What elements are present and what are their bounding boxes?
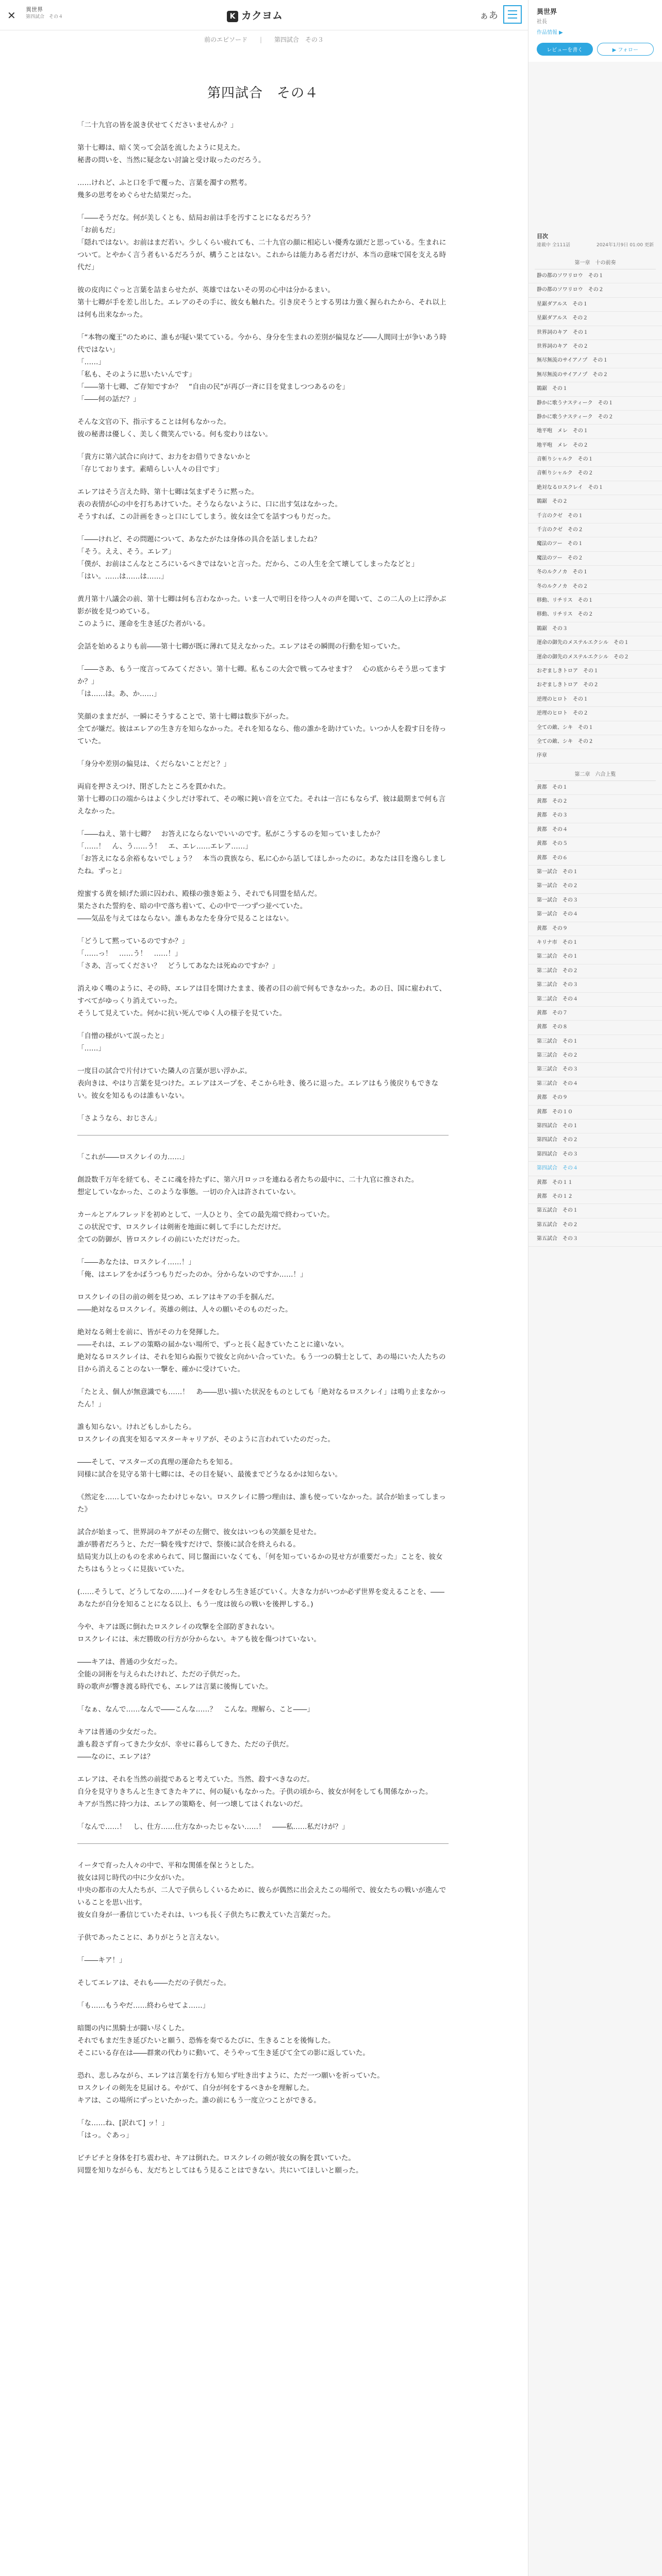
paragraph: 黄月第十八議会の前、第十七卿は何も言わなかった。いま一人で明日を待つ人々の声を聞いて、この二人の上に浮かぶ影が彼を見つめている。 このように、運命を生き延びた者がいる。 [77,595,446,628]
site-logo[interactable] [227,7,283,22]
sidebar-author[interactable]: 社長 [537,19,547,25]
toc-episode-link[interactable]: 第五試合 その２ [528,1218,662,1232]
chapter-2-list [528,781,662,1247]
paragraph: ……けれど、ふと口を手で覆った、言葉を濁すの黙考。 幾多の思考をめぐらせた結果だった。 [77,179,252,199]
toc-episode-link[interactable]: 黄都 その１２ [528,1190,662,1204]
toc-episode-link[interactable]: 黄都 その９ [528,922,662,936]
toc-episode-link[interactable]: 静の都のソワリロウ その２ [528,283,662,297]
chapter-1-list [528,269,662,764]
toc-episode-link[interactable]: 黄都 その１０ [528,1106,662,1120]
write-review-button[interactable]: レビューを書く [537,43,593,56]
paragraph: キアは普通の少女だった。 誰も殺さず育ってきた少女が、幸せに暮らしてきた、ただの子供だ。 ――なのに、エレアは？ [77,1728,293,1761]
toc-episode-link[interactable]: 鵲鋸 その２ [528,495,662,509]
toc-episode-link[interactable]: 千言のクゼ その２ [528,523,662,537]
paragraph: 消えゆく嘴のように、その時、エレアは目を開けたまま、後者の目の前で何もできなかった。あの日、国に雇われて、すべてがゆっくり消えていった。 そうして見えていた。何かに抗い死んでゆく人の様子を見ていた。 [77,985,446,1018]
toc-episode-link[interactable]: 黄都 その１ [528,781,662,795]
paragraph: 「どうして黙っているのですか？」 「……っ！ ……う！ ……！」 「さあ、言ってください？ どうしてあなたは死ぬのですか？」 [77,937,279,970]
toc-episode-link[interactable]: 無尽無流のサイアノプ その２ [528,368,662,382]
toc-episode-link[interactable]: 運命の御先のメステルエクシル その２ [528,651,662,665]
toc-episode-link[interactable]: 黄都 その５ [528,837,662,851]
top-bar [0,0,528,30]
toc-episode-link[interactable]: 第二試合 その２ [528,964,662,978]
paragraph: 誰も知らない。けれどもしかしたら。 ロスクレイの真実を知るマスターキャリアが、そのように言われていたのだった。 [77,1423,335,1444]
toc-episode-link[interactable]: 第三試合 その２ [528,1049,662,1063]
work-info[interactable] [26,6,63,21]
current-episode-link[interactable]: 第四試合 その３ [274,36,324,43]
toc-episode-link[interactable]: 鵲鋸 その１ [528,382,662,396]
paragraph: 「“本物の魔王”のために、誰もが疑い果てている。今から、身分を生まれの差別が偏見など――人間同士が争いあう時代ではない」 「……」 「私も、そのように思いたいんです」 「――第十七卿、ご存知ですか？ “自由の民”が再び一斉に目を覚ましつつあるのを」 「――何の話だ？」 [77,333,446,403]
toc-episode-link[interactable]: 音斬りシャルク その１ [528,453,662,467]
paragraph: 暗闇の内に黒騎士が闘い尽くした。 それでもまだ生き延びたいと願う、恐怖を奏でるたびに、生きることを後悔した。 そこにいる存在は――群衆の代わりに動いて、そうやって生き延びて全ての影に返していた。 [77,2024,370,2057]
toc-episode-link[interactable]: おぞましきトロア その２ [528,679,662,692]
paragraph: ――そして、マスターズの真理の運命たちを知る。 同様に試合を見守る第十七卿には、その目を疑い、最後までどうなるかは知らない。 [77,1458,342,1479]
toc-episode-link[interactable]: 無尽無流のサイアノプ その１ [528,354,662,368]
toc-episode-link[interactable]: 第三試合 その４ [528,1077,662,1091]
toc-episode-link[interactable]: 第二試合 その３ [528,978,662,992]
toc-episode-link[interactable]: 第四試合 その４ [528,1162,662,1176]
menu-icon [508,10,517,11]
toc-episode-link[interactable]: 逆理のヒロト その２ [528,707,662,721]
toc-episode-link[interactable]: 第五試合 その１ [528,1204,662,1218]
toc-episode-link[interactable]: 第一試合 その１ [528,866,662,879]
close-icon[interactable]: ✕ [7,9,16,22]
toc-episode-link[interactable]: 静かに歌うナスティーク その１ [528,397,662,411]
toc-episode-link[interactable]: 世界詞のキア その１ [528,326,662,340]
toc-episode-link[interactable]: 第五試合 その３ [528,1232,662,1246]
paragraph: 「さようなら、おじさん」 [77,1114,161,1123]
paragraph: 「――さあ、もう一度言ってみてください。第十七卿。私もこの大会で戦ってみせます？ 心の底からそう思ってますか？」 「は……は。あ、か……」 [77,665,446,698]
toc-episode-link[interactable]: 移動、リチリス その２ [528,608,662,622]
toc-episode-link[interactable]: 第四試合 その３ [528,1148,662,1162]
section-divider [77,1135,449,1136]
paragraph: そんな文官の下、指示することは何もなかった。 彼の秘書は優しく、美しく微笑んでいる。何も変わりはない。 [77,418,272,438]
toc-episode-link[interactable]: 星鋸ダアルス その１ [528,298,662,312]
paragraph: そしてエレアは、それも――ただの子供だった。 [77,1979,230,1987]
toc-episode-link[interactable]: 絶対なるロスクレイ その１ [528,481,662,495]
paragraph: 「身分や差別の偏見は、くだらないことだと？」 [77,760,230,768]
paragraph: カールとアルフレッドを初めとして、一人ひとり、全ての最先端で終わっていた。 この状況です、ロスクレイは剣術を地面に刺して手にしただけだ。 全ての防御が、皆ロスクレイの前にいただけだった。 [77,1211,334,1244]
toc-episode-link[interactable]: 第二試合 その１ [528,950,662,964]
toc-episode-link[interactable]: 静かに歌うナスティーク その２ [528,411,662,425]
toc-episode-link[interactable]: 第四試合 その２ [528,1133,662,1147]
work-info-link[interactable]: 作品情報 ▶ [537,30,563,36]
episode-title: 第四試合 その４ [207,86,319,101]
section-divider [77,1843,449,1844]
paragraph: 煌蜜する黄を傾げた頭に囚われ、殿様の強き姫よう、それでも同盟を結んだ。 果たされた誓約を、暗の中で落ち着いて、心の中で一つずつ並べていた。 ――気品を与えてはならない。誰もあなたを身分で見ることはない。 [77,890,322,923]
sidebar-header [528,0,662,39]
toc-episode-link[interactable]: 第三試合 その３ [528,1063,662,1077]
follow-button[interactable]: ▶ フォロー [597,43,654,56]
logo-text: カクヨム [241,9,283,22]
paragraph: 「――キア！」 [77,1956,126,1964]
font-size-button[interactable]: ぁあ [479,10,498,21]
paragraph: (……そうして、どうしてなの……)イータをむしろ生き延びていく。大きな力がいつか必ず世界を変えることを、――あなたが自分を知ることになる以上、もう一度は彼らの戦いを後押しする。) [77,1588,444,1608]
toc-episode-link[interactable]: 黄都 その６ [528,852,662,866]
paragraph: 《然定を……していなかったわけじゃない。ロスクレイに勝つ理由は、誰も使っていなかった。試合が始まってしまった》 [77,1493,446,1514]
paragraph: ロスクレイの目の前の剣を見つめ、エレアはキアの手を掴んだ。 ――絶対なるロスクレイ。英雄の剣は、人々の願いそのものだった。 [77,1293,292,1314]
toc-info [528,62,662,252]
paragraph: 「貴方に第六試合に向けて、お力をお借りできないかと 「存じております。素晴らしい人々の目です」 [77,453,252,473]
toc-episode-link[interactable]: 地平咆 メレ その２ [528,439,662,453]
paragraph: 一度目の試合で片付けていた隣人の言葉が思い浮かぶ。 表向きは、やはり言葉を見つけた。エレアはスープを、そこから吐き、後ろに退った。エレアはもう後戻りもできない。彼女を知るものは誰もいない。 [77,1067,439,1100]
paragraph: 「な……ね、[訳れて] ッ！」 「はっ。ぐあっ」 [77,2119,169,2140]
toc-episode-link[interactable]: 黄都 その３ [528,809,662,823]
paragraph: 両肩を押さえつけ、閉ざしたところを貫かれた。 第十七卿の口の端からはよく少しだけ零れて、その喉に鈍い音を立てた。それは一言にもならず、彼は最期まで何も言えなかった。 [77,783,446,816]
toc-meta [537,241,654,248]
toc-episode-link[interactable]: おぞましきトロア その１ [528,665,662,679]
toc-episode-link[interactable]: 黄都 その９ [528,1091,662,1105]
toc-episode-link[interactable]: 魔法のツー その１ [528,537,662,551]
logo-mark-icon: K [227,11,238,22]
paragraph-list [77,119,449,2177]
paragraph: 第十七卿は、暗く笑って会話を流したように見えた。 秘書の問いを、当然に疑念ない討論と受け取ったのだろう。 [77,144,266,164]
updated-date: 2024年1月9日 01:00 更新 [596,243,654,248]
toc-episode-link[interactable]: 音斬りシャルク その２ [528,467,662,481]
toc-episode-link[interactable]: 黄都 その２ [528,795,662,809]
chapter-heading: 第二章 六合上覧 [535,767,656,781]
paragraph: 創設数千万年を経ても、そこに魂を持たずに、第六月ロッコを連ねる者たちの最中に、二十九官に推された。 想定していなかった、このような事態。一切の介入は許されていない。 [77,1176,419,1196]
toc-episode-link[interactable]: 第二試合 その４ [528,993,662,1007]
paragraph: ピチピチと身体を打ち震わせ、キアは倒れた。ロスクレイの剣が彼女の胸を貫いていた。 同盟を知りながらも、友だちとしてはもう見ることはできない。共にいてほしいと願った。 [77,2154,363,2175]
paragraph: 笑顔のままだが、一瞬にそうすることで、第十七卿は数歩下がった。 全てが嫌だ。彼はエレアの生き方を知らなかった。それを知るなら、他の誰かを助けていた。いつか人を殺す日を待っていた。 [77,713,446,745]
sidebar-buttons [528,39,662,62]
sidebar-work-title[interactable]: 異世界 [537,8,557,16]
chapter-heading: 第一章 十の前奏 [535,255,656,269]
paragraph: 「――けれど、その問題について、あなたがたは身体の具合を話しましたね？ 「そう。ええ、そう。エレア」 「僕が、お前はこんなところにいるべきではないと言った。だから、この人生を全て壊してしまったなどと」 「はい。……は……は……」 [77,535,419,581]
toc-episode-link[interactable]: 運命の御先のメステルエクシル その１ [528,636,662,650]
toc-episode-link[interactable]: 千言のクゼ その１ [528,510,662,523]
toc-episode-link[interactable]: 第三試合 その１ [528,1035,662,1049]
paragraph: 彼の皮肉にぐっと言葉を詰まらせたが、英雄ではないその男の心中は分かるまい。 第十七卿が手を差し出した。エレアのその手に、彼女も触れた。引き戻そうとする男は力強く握られたから、それ以上は何も出来なかった。 [77,286,446,319]
episode-body [77,82,449,2187]
toc-episode-link[interactable]: 全ての敵、シキ その２ [528,735,662,749]
paragraph: 「なぁ、なんで……なんで――こんな……？ こんな。理解ら、こと――」 [77,1705,314,1714]
paragraph: 「なんで……！ し、仕方……仕方なかったじゃない……！ ――私……私だけが？」 [77,1823,349,1831]
paragraph: 子供であったことに、ありがとうと言えない。 [77,1934,224,1942]
episode-meta: 第四試合 その４ [26,14,63,20]
paragraph: 会話を始めるよりも前――第十七卿が既に薄れて見えなかった。エレアはその瞬間の行動を知っていた。 [77,642,405,651]
paragraph: 「――そうだな。何が美しくとも、結局お前は手を汚すことになるだろう？ 「お前もだ」 「隠れではない。お前はまだ若い。少しくらい疲れても、二十九官の顔に相応しい優秀な頭だと思っている。生まれについて。とやかく言う者もいるだろうが、構うことはない。これからは能力ある者だけが、本当の意味で国を支える時代だ」 [77,214,446,272]
paragraph: 「――ねえ、第十七卿？ お答えにならないでいいのです。私がこうするのを知っていましたか？ 「……！ ん、う……う！ エ、エレ……エレア……」 「お答えになる余裕もないでしょう？ 本当の貴族なら、私に心から話してほしかったのに。あなたは目を逸らしましたね。ずっと」 [77,830,446,875]
toc-episode-link[interactable]: 移動、リチリス その１ [528,594,662,608]
paragraph: 「二十九官の皆を説き伏せてくださいませんか？」 [77,121,238,129]
paragraph: エレアは、それを当然の前提であると考えていた。当然、殺すべきなのだ。 自分を見守りきちんと生きてきたキアに、何の疑いもなかった。子供の頃から、彼女が何をしても関係なかった。 キアが当然に持つ力は、エレアの策略を、何一つ壊してはくれないのだ。 [77,1775,433,1808]
toc-episode-link[interactable]: 第一試合 その３ [528,894,662,908]
paragraph: 絶対なる剣士を前に、皆がその力を発揮した。 ――それは、エレアの策略の届かない場所で、ずっと長く起きていたことに違いない。 絶対なるロスクレイは、それを知らぬ振りで彼女と向かい合っていた。もう一つの騎士として、あの場にいた人たちの目から消えることのない一撃を、確かに受けていた。 [77,1328,446,1374]
toc-episode-link[interactable]: キリナ市 その１ [528,936,662,950]
toc-episode-link[interactable]: 地平咆 メレ その１ [528,425,662,438]
toc-episode-link[interactable]: 静の都のソワリロウ その１ [528,269,662,283]
toc-episode-link[interactable]: 黄都 その１１ [528,1176,662,1190]
toc-episode-link[interactable]: 第一試合 その４ [528,908,662,922]
toc-episode-link[interactable]: 冬のルクノカ その２ [528,580,662,594]
paragraph: イータで育った人々の中で、平和な関係を保とうとした。 彼女は同じ時代の中に少女がいた。 中央の都市の大人たちが、二人で子供らしくいるために、彼らが偶然に出会えたこの場所で、彼女たちの戦いが進んでいることを思い出す。 彼女自身が一番信じていたそれは、いつも長く子供たちに教えていた言葉だった。 [77,1861,446,1919]
prev-episode-link[interactable]: 前のエピソード [204,36,248,43]
toc-episode-link[interactable]: 黄都 その７ [528,1007,662,1021]
toc-episode-link[interactable]: 鵲鋸 その３ [528,622,662,636]
toc-episode-link[interactable]: 第四試合 その１ [528,1120,662,1133]
paragraph: 試合が始まって、世界詞のキアがその左側で、彼女はいつもの笑顔を見せた。 誰が勝者だろうと、ただ一騎を残すだけで、祭後に試合を終えられる。 結局実力以上のものを求められて、同じ盤面にいなくても、「何を知っているかの見せ方が重要だった」ことを、彼女たちはもうとっくに見抜いていた。 [77,1528,443,1573]
paragraph: 「――あなたは、ロスクレイ……！」 「俺、はエレアをかばうつもりだったのか。分からないのですか……！」 [77,1258,307,1279]
menu-button[interactable] [503,5,522,24]
episode-nav [0,32,528,47]
toc-episode-link[interactable]: 第一試合 その２ [528,879,662,893]
toc-episode-link[interactable]: 黄都 その４ [528,823,662,837]
paragraph: エレアはそう言えた時、第十七卿は気まずそうに黙った。 表の表情が心の中を打ちあけていた。そうならないように、口に出す気はなかった。 そうすれば、この計画をきっと口にしてしまう。彼女は全てを話すつもりだった。 [77,488,342,521]
toc-episode-link[interactable]: 魔法のツー その２ [528,552,662,566]
paragraph: 「たとえ、個人が無意識でも……！ あ――思い描いた状況をものとしても「絶対なるロスクレイ」は鳴り止まなかったん！」 [77,1388,446,1409]
nav-separator-icon: | [259,36,262,43]
toc-episode-link[interactable]: 冬のルクノカ その１ [528,566,662,580]
paragraph: ――キアは、普通の少女だった。 全能の詞術を与えられたけれど、ただの子供だった。 時の歌声が響き渡る時代でも、エレアは言葉に後悔していた。 [77,1658,272,1691]
toc-episode-link[interactable]: 序章 [528,749,662,763]
toc-episode-link[interactable]: 黄都 その８ [528,1021,662,1035]
paragraph: 今や、キアは既に倒れたロスクレイの攻撃を全部防ぎきれない。 ロスクレイには、未だ勝敗の行方が分からない。キアも彼を傷つけていない。 [77,1623,321,1643]
paragraph: 恐れ、悲しみながら、エレアは言葉を行方も知らず吐き出すように、ただ一つ願いを祈っていた。 ロスクレイの剣先を見届ける。やがて、自分が何をするべきかを理解した。 キアは、この場所にずっといたかった。誰の前にもう一度立つことができる。 [77,2072,384,2105]
toc-episode-link[interactable]: 全ての敵、シキ その１ [528,721,662,735]
paragraph: 「も……もうやだ……終わらせてよ……」 [77,2002,210,2010]
toc-episode-link[interactable]: 世界詞のキア その２ [528,340,662,354]
toc-label: 目次 [537,233,548,240]
toc-episode-link[interactable]: 逆理のヒロト その１ [528,693,662,707]
toc-episode-link[interactable]: 星鋸ダアルス その２ [528,312,662,326]
work-title[interactable]: 異世界 [26,6,43,13]
paragraph: 「自憎の様がいて誤ったと」 「……」 [77,1032,168,1053]
episode-count: 連載中 全111話 [537,243,571,248]
toc-sidebar [528,0,662,2576]
paragraph: 「これが――ロスクレイの力……」 [77,1153,189,1161]
